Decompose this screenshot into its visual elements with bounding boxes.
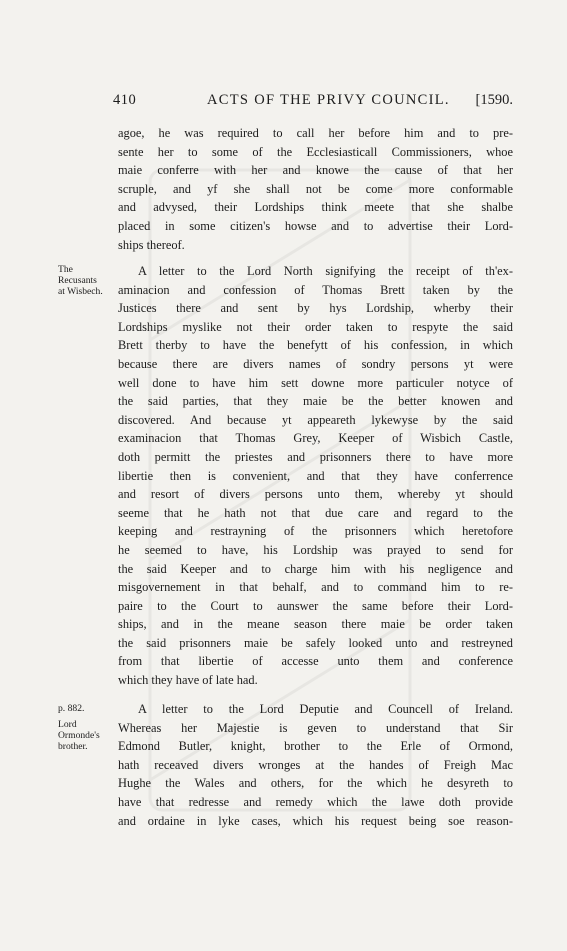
- text-line: doth permitt the priestes and prisonners there to have more: [118, 449, 513, 464]
- text-line: hath receaved divers wronges at the handes of Freigh Mac: [118, 757, 513, 772]
- text-line: A letter to the Lord North signifying the receipt of th'ex-: [138, 264, 513, 278]
- text-line: A letter to the Lord Deputie and Councell of Ireland.: [138, 702, 513, 716]
- margin-note-line: Lord: [58, 719, 77, 730]
- text-line: keeping and restrayning of the prisonners which heretofore: [118, 524, 513, 539]
- text-line: because there are divers names of sondry persons yt were: [118, 356, 513, 371]
- running-head: ACTS OF THE PRIVY COUNCIL.: [207, 92, 450, 108]
- paragraph-1: [118, 124, 513, 254]
- text-line: ships thereof.: [118, 237, 185, 252]
- text-line: libertie then is convenient, and that they have conferrence: [118, 468, 513, 483]
- text-line: he seemed to have, his Lordship was prayed to send for: [118, 542, 513, 557]
- text-line: maie conferre with her and knowe the cause of that her: [118, 163, 513, 178]
- text-line: placed in some citizen's howse and to advertise their Lord-: [118, 218, 513, 233]
- margin-note-ormonde: [58, 703, 114, 752]
- text-line: Lordships myslike not their order taken to respyte the said: [118, 319, 513, 334]
- text-line: paire to the Court to aunswer the same before their Lord-: [118, 598, 513, 613]
- text-line: well done to have him sett downe more particuler notyce of: [118, 375, 513, 390]
- text-line: Whereas her Majestie is geven to understand that Sir: [118, 720, 513, 735]
- text-line: scruple, and yf she shall not be come more conformable: [118, 181, 513, 196]
- year-marker: [1590.: [475, 92, 513, 108]
- margin-note-line: brother.: [58, 741, 88, 752]
- text-line: misgovernement in that behalf, and to command him to re-: [118, 580, 513, 595]
- text-line: the said prisonners maie be safely looked unto and restreyned: [118, 635, 513, 650]
- text-line: Hughe the Wales and others, for the which he desyreth to: [118, 776, 513, 791]
- text-line: from that libertie of accesse unto them and conference: [118, 654, 513, 669]
- text-line: the said parties, that they maie be the better knowen and: [118, 394, 513, 409]
- text-line: have that redresse and remedy which the lawe doth provide: [118, 794, 513, 809]
- text-line: Brett therby to have the benefytt of his confession, in which: [118, 338, 513, 353]
- text-line: examinacion that Thomas Grey, Keeper of Wisbich Castle,: [118, 431, 513, 446]
- text-line: which they have of late had.: [118, 673, 258, 688]
- text-line: ships, and in the meane season there maie be order taken: [118, 617, 513, 632]
- text-line: and resort of divers persons unto them, whereby yt should: [118, 487, 513, 502]
- margin-note-recusants: [58, 264, 114, 297]
- margin-note-line: at Wisbech.: [58, 286, 103, 297]
- text-line: and advysed, their Lordships think meete that she shalbe: [118, 200, 513, 215]
- text-line: Justices there and sent by hys Lordship, wherby their: [118, 301, 513, 316]
- page-number: 410: [113, 92, 137, 108]
- text-line: sente her to some of the Ecclesiasticall Commissioners, whoe: [118, 144, 513, 159]
- paragraph-3: [118, 700, 513, 830]
- text-line: aminacion and confession of Thomas Brett taken by the: [118, 282, 513, 297]
- text-line: Edmond Butler, knight, brother to the Erle of Ormond,: [118, 739, 513, 754]
- margin-note-line: p. 882.: [58, 703, 85, 714]
- margin-note-line: The: [58, 264, 73, 275]
- text-line: discovered. And because yt appeareth lykewyse by the said: [118, 412, 513, 427]
- paragraph-2: [118, 262, 513, 690]
- text-line: agoe, he was required to call her before him and to pre-: [118, 126, 513, 140]
- text-line: the said Keeper and to charge him with his negligence and: [118, 561, 513, 576]
- margin-note-line: Recusants: [58, 275, 97, 286]
- text-line: and ordaine in lyke cases, which his request being soe reason-: [118, 813, 513, 828]
- text-line: seeme that he hath not that due care and regard to the: [118, 505, 513, 520]
- page-header: [113, 92, 513, 116]
- margin-note-line: Ormonde's: [58, 730, 100, 741]
